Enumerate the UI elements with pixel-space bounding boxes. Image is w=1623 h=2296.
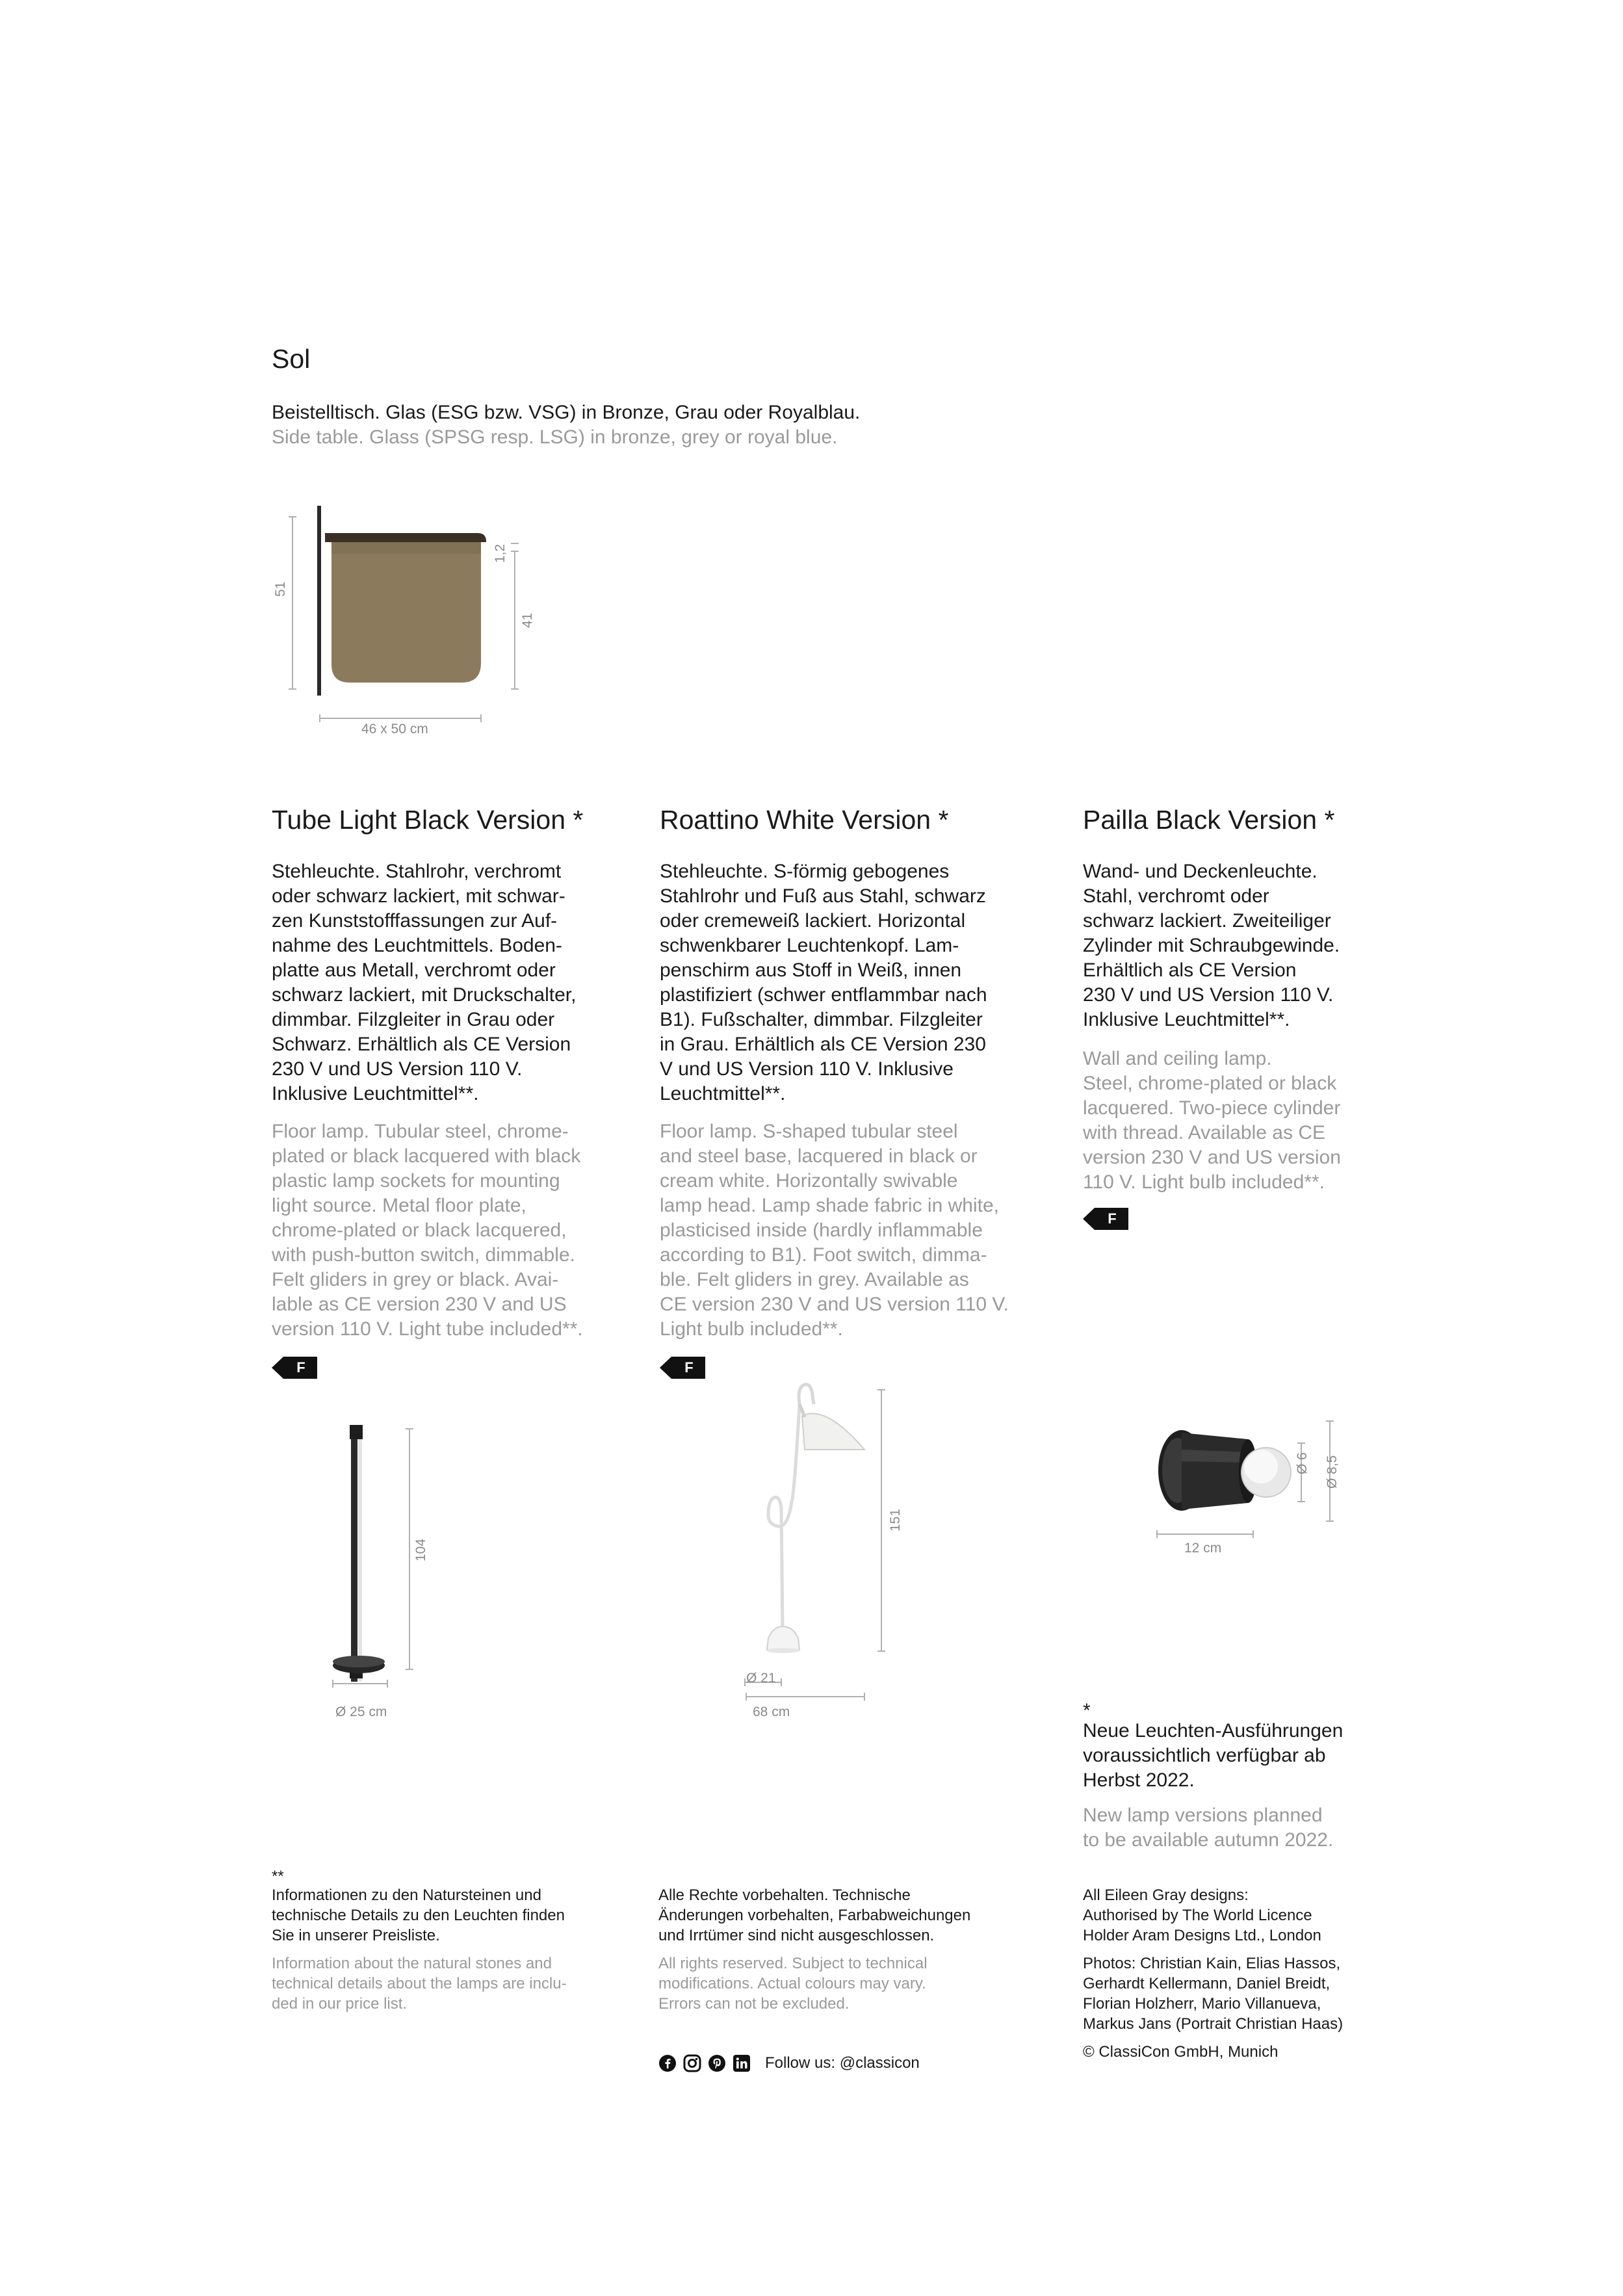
text-line: Stahlrohr und Fuß aus Stahl, schwarz [660,885,986,907]
pailla-dim-diameter-small: Ø 6 [1295,1452,1310,1474]
text-line: with thread. Available as CE [1083,1122,1325,1143]
tube-description-en [272,1119,583,1342]
text-line: Photos: Christian Kain, Elias Hassos, [1083,1955,1341,1972]
text-line: Sie in unserer Preisliste. [272,1927,440,1944]
new-versions-note [1083,1700,1344,1853]
text-line: Wall and ceiling lamp. [1083,1048,1272,1069]
text-line: nahme des Leuchtmittels. Boden- [272,935,562,956]
sol-dim-height: 51 [273,581,288,597]
text-line: Errors can not be excluded. [658,1995,850,2013]
text-line: lacquered. Two-piece cylinder [1083,1097,1341,1119]
text-line: chrome-plated or black lacquered, [272,1220,567,1241]
copyright: © ClassiCon GmbH, Munich [1083,2043,1279,2061]
text-line: and steel base, lacquered in black or [660,1145,978,1167]
text-line: schwarz lackiert, mit Druckschalter, [272,984,577,1006]
sol-dim-top: 1,2 [493,543,508,563]
sol-description-de: Beistelltisch. Glas (ESG bzw. VSG) in Bronze, Grau oder Royalblau. [272,402,861,423]
energy-class: F [296,1359,305,1376]
text-line: dimmbar. Filzgleiter in Grau oder [272,1009,555,1030]
text-line: Stehleuchte. Stahlrohr, verchromt [272,861,562,882]
text-line: Information about the natural stones and [272,1955,552,1972]
footnote-marker: ** [272,1868,284,1885]
social-links [658,2053,920,2073]
text-line: platte aus Metall, verchromt oder [272,959,556,981]
energy-class: F [684,1359,694,1376]
text-line: Stehleuchte. S-förmig gebogenes [660,861,950,882]
text-line: Floor lamp. Tubular steel, chrome- [272,1121,569,1142]
text-line: Floor lamp. S-shaped tubular steel [660,1121,958,1142]
energy-label-badge [1083,1208,1128,1230]
tube-dim-base: Ø 25 cm [335,1704,387,1719]
text-line: penschirm aus Stoff in Weiß, innen [660,959,962,981]
tube-light-drawing [325,1417,455,1690]
text-line: Alle Rechte vorbehalten. Technische [658,1886,911,1904]
sol-table-drawing [266,494,552,754]
text-line: version 230 V and US version [1083,1147,1341,1168]
energy-class: F [1108,1210,1117,1227]
roattino-dim-height: 151 [888,1508,903,1532]
roattino-dim-base: Ø 21 [746,1671,776,1686]
sol-title: Sol [272,344,311,374]
text-line: oder schwarz lackiert, mit schwar- [272,885,565,907]
text-line: Neue Leuchten-Ausführungen [1083,1720,1344,1742]
sol-description-en: Side table. Glass (SPSG resp. LSG) in bronze, grey or royal blue. [272,426,838,448]
facebook-icon[interactable] [658,2054,677,2072]
text-line: All Eileen Gray designs: [1083,1886,1249,1904]
text-line: in Grau. Erhältlich als CE Version 230 [660,1034,986,1055]
sol-dim-body: 41 [520,612,535,628]
tube-description-de [272,859,576,1106]
text-line: with push-button switch, dimmable. [272,1244,575,1266]
text-line: version 110 V. Light tube included**. [272,1318,583,1340]
text-line: CE version 230 V and US version 110 V. [660,1294,1009,1315]
text-line: New lamp versions planned [1083,1805,1323,1826]
sol-dim-base: 46 x 50 cm [361,722,428,737]
text-line: Authorised by The World Licence [1083,1907,1312,1924]
text-line: to be available autumn 2022. [1083,1829,1334,1851]
text-line: B1). Fußschalter, dimmbar. Filzgleiter [660,1009,983,1030]
footnote-marker: * [1083,1700,1091,1721]
text-line: V und US Version 110 V. Inklusive [660,1058,954,1080]
text-line: light source. Metal floor plate, [272,1195,526,1216]
footer-price-list-note [272,1868,567,2014]
text-line: Inklusive Leuchtmittel**. [272,1083,479,1104]
text-line: plastifiziert (schwer entflammbar nach [660,984,987,1006]
pailla-description-de [1083,859,1340,1032]
text-line: Zylinder mit Schraubgewinde. [1083,935,1340,956]
text-line: plated or black lacquered with black [272,1145,581,1167]
pailla-dim-diameter-large: Ø 8,5 [1325,1455,1340,1489]
energy-label-badge [272,1357,317,1379]
text-line: Florian Holzherr, Mario Villanueva, [1083,1995,1321,2013]
text-line: schwarz lackiert. Zweiteiliger [1083,910,1331,932]
text-line: zen Kunststofffassungen zur Auf- [272,910,558,932]
text-line: Markus Jans (Portrait Christian Haas) [1083,2015,1344,2033]
pailla-title: Pailla Black Version * [1083,805,1335,835]
text-line: Light bulb included**. [660,1318,843,1340]
text-line: oder cremeweiß lackiert. Horizontal [660,910,966,932]
pailla-dim-length: 12 cm [1184,1541,1222,1556]
text-line: Felt gliders in grey or black. Avai- [272,1269,559,1290]
text-line: technische Details zu den Leuchten finden [272,1907,565,1924]
pailla-lamp-drawing [1131,1411,1352,1560]
text-line: technical details about the lamps are inclu- [272,1975,567,1992]
text-line: All rights reserved. Subject to technical [658,1955,928,1972]
roattino-dim-width: 68 cm [753,1704,790,1719]
energy-label-badge [660,1357,705,1379]
instagram-icon[interactable] [683,2054,701,2072]
roattino-description-de [660,859,987,1106]
text-line: Leuchtmittel**. [660,1083,786,1104]
text-line: 110 V. Light bulb included**. [1083,1171,1325,1193]
text-line: ded in our price list. [272,1995,408,2013]
text-line: Informationen zu den Natursteinen und [272,1886,541,1904]
text-line: Schwarz. Erhältlich als CE Version [272,1034,571,1055]
text-line: modifications. Actual colours may vary. [658,1975,926,1992]
text-line: schwenkbarer Leuchtenkopf. Lam- [660,935,959,956]
roattino-description-en [660,1119,1009,1342]
text-line: ble. Felt gliders in grey. Available as [660,1269,969,1290]
text-line: 230 V und US Version 110 V. [272,1058,523,1080]
text-line: Gerhardt Kellermann, Daniel Breidt, [1083,1975,1331,1992]
text-line: lable as CE version 230 V and US [272,1294,567,1315]
text-line: plasticised inside (hardly inflammable [660,1220,983,1241]
text-line: und Irrtümer sind nicht ausgeschlossen. [658,1927,935,1944]
text-line: Herbst 2022. [1083,1769,1195,1791]
pinterest-icon[interactable] [708,2054,726,2072]
footer-credits [1083,1885,1343,2062]
linkedin-icon[interactable] [733,2054,751,2072]
text-line: Wand- und Deckenleuchte. [1083,861,1318,882]
text-line: Steel, chrome-plated or black [1083,1073,1337,1094]
tube-title: Tube Light Black Version * [272,805,584,835]
text-line: according to B1). Foot switch, dimma- [660,1244,987,1266]
text-line: cream white. Horizontally swivable [660,1170,958,1192]
follow-us-text[interactable]: Follow us: @classicon [765,2054,920,2072]
roattino-lamp-drawing [734,1378,903,1716]
text-line: lamp head. Lamp shade fabric in white, [660,1195,999,1216]
text-line: Änderungen vorbehalten, Farbabweichungen [658,1907,971,1924]
footer-rights-note [658,1885,970,2014]
text-line: Inklusive Leuchtmittel**. [1083,1009,1290,1030]
text-line: Stahl, verchromt oder [1083,885,1269,907]
text-line: voraussichtlich verfügbar ab [1083,1745,1326,1766]
tube-dim-height: 104 [413,1538,428,1561]
roattino-title: Roattino White Version * [660,805,949,835]
text-line: Erhältlich als CE Version [1083,959,1297,981]
text-line: plastic lamp sockets for mounting [272,1170,560,1192]
text-line: Holder Aram Designs Ltd., London [1083,1927,1321,1944]
pailla-description-en [1083,1047,1341,1195]
text-line: 230 V und US Version 110 V. [1083,984,1334,1006]
